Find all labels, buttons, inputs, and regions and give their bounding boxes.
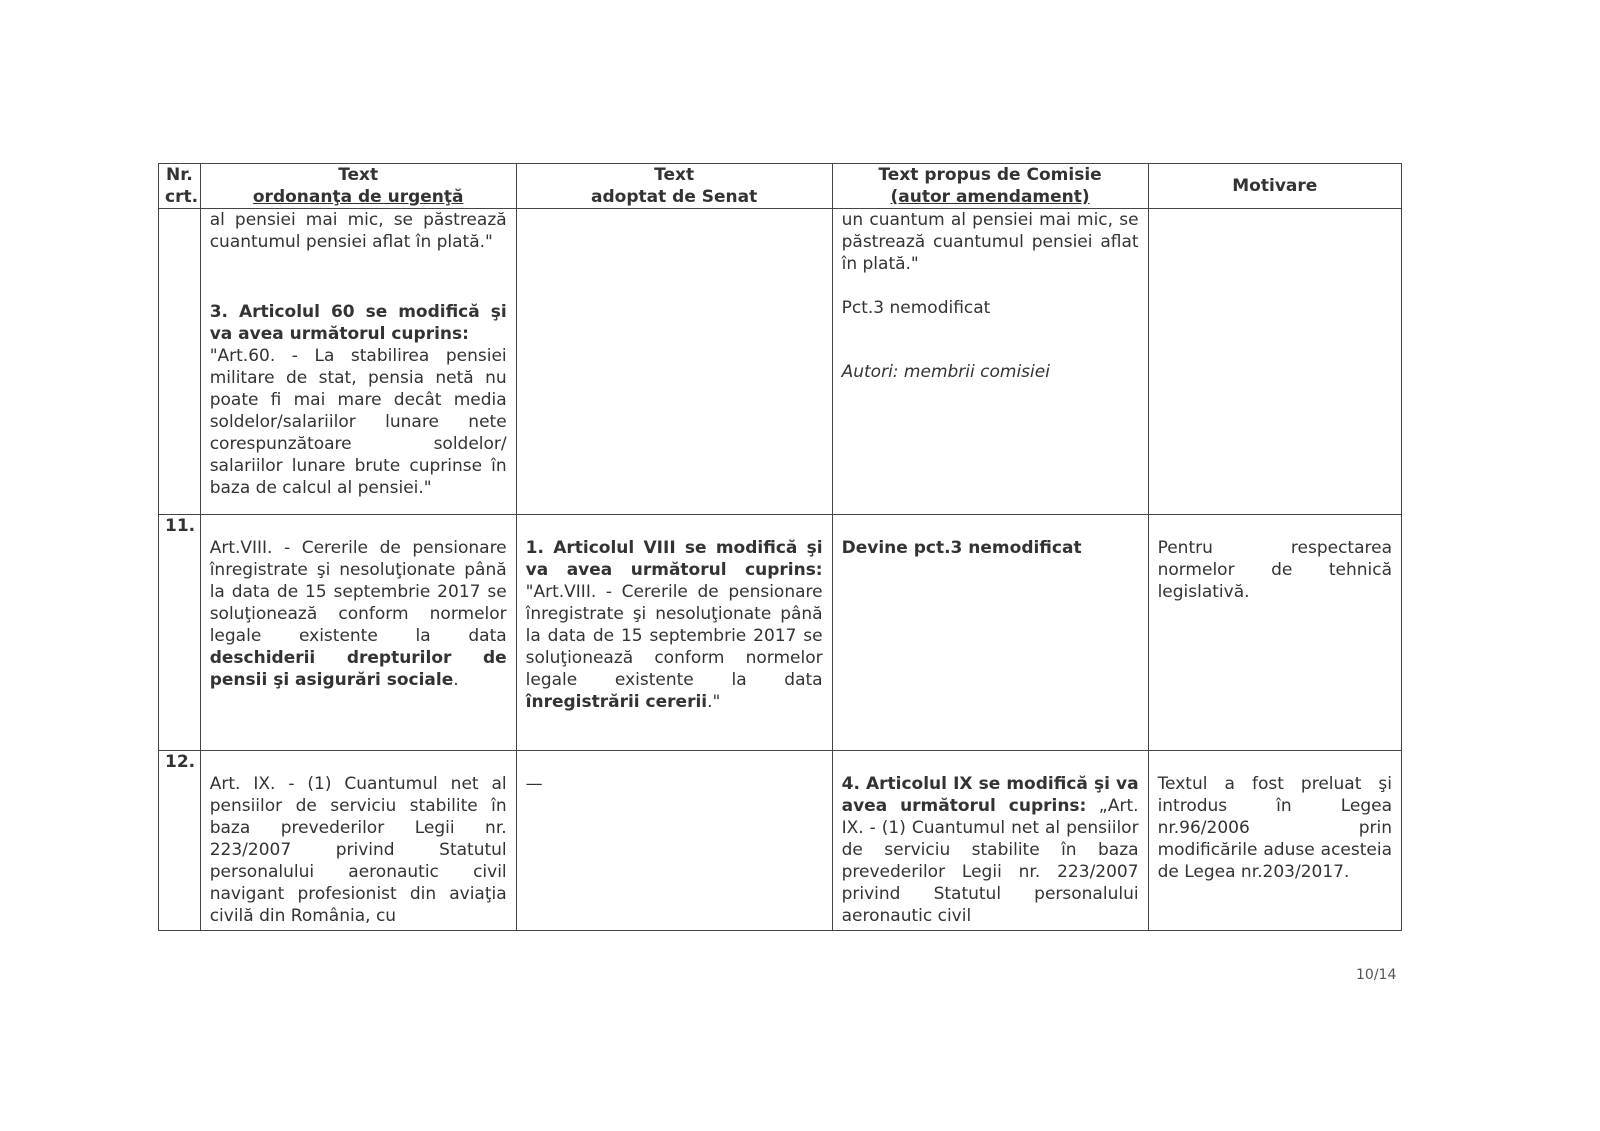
table-row-11	[159, 515, 1402, 751]
comisie-art9-heading: 4. Articolul IX se modifică şi va avea următorul cuprins:	[841, 774, 1139, 816]
cell-motivare-11	[1148, 515, 1401, 751]
header-nr: Nr. crt.	[159, 164, 201, 209]
table-row-continued	[159, 209, 1402, 515]
cell-senat-12	[516, 751, 832, 931]
oug-article60-heading: 3. Articolul 60 se modifică şi va avea următorul cuprins:	[209, 302, 507, 344]
comisie-pct3: Pct.3 nemodificat	[841, 298, 991, 318]
cell-senat-empty	[516, 209, 832, 515]
comisie-art9-text: „Art. IX. - (1) Cuantumul net al pensiilor de serviciu stabilite în baza prevederilor Legii nr. 223/2007 privind Statutul personalului aeronautic civil	[841, 796, 1139, 926]
row-number-12: 12.	[159, 751, 201, 931]
cell-motivare-empty	[1148, 209, 1401, 515]
cell-oug-continued	[200, 209, 516, 515]
senat-art8-heading: 1. Articolul VIII se modifică şi va avea următorul cuprins:	[525, 538, 823, 580]
cell-comisie-12	[832, 751, 1148, 931]
oug-art8-text: Art.VIII. - Cererile de pensionare înregistrate şi nesoluţionate până la data de 15 septembrie 2017 se soluţionează conform normelor legale existente la data	[209, 538, 507, 646]
oug-text-tail: al pensiei mai mic, se păstrează cuantumul pensiei aflat în plată."	[209, 210, 507, 252]
senat-art8-bold: înregistrării cererii	[525, 692, 708, 712]
comisie-text-tail: un cuantum al pensiei mai mic, se păstrează cuantumul pensiei aflat în plată."	[841, 210, 1139, 274]
comisie-authors: Autori: membrii comisiei	[841, 362, 1050, 382]
oug-art8-bold: deschiderii drepturilor de pensii şi asigurări sociale	[209, 648, 507, 690]
senat-dash: —	[525, 774, 543, 794]
senat-art8-end: ."	[707, 692, 721, 712]
cell-comisie-continued	[832, 209, 1148, 515]
row-number-11: 11.	[159, 515, 201, 751]
page-number: 10/14	[1356, 967, 1397, 983]
oug-art8-end: .	[453, 670, 459, 690]
header-comisie: Text propus de Comisie (autor amendament)	[832, 164, 1148, 209]
header-senat: Text adoptat de Senat	[516, 164, 832, 209]
cell-senat-11	[516, 515, 832, 751]
cell-nr-empty	[159, 209, 201, 515]
amendments-table	[158, 163, 1402, 931]
comisie-devine-pct3: Devine pct.3 nemodificat	[841, 538, 1082, 558]
motivare-11: Pentru respectarea normelor de tehnică legislativă.	[1157, 538, 1392, 602]
motivare-12: Textul a fost preluat şi introdus în Legea nr.96/2006 prin modificările aduse acesteia de Legea nr.203/2017.	[1157, 774, 1392, 882]
header-motivare: Motivare	[1148, 164, 1401, 209]
oug-article60-text: "Art.60. - La stabilirea pensiei militare de stat, pensia netă nu poate fi mai mare decât media soldelor/salariilor lunare nete corespunzătoare soldelor/ salariilor lunare brute cuprinse în baza de calcul al pensiei."	[209, 346, 507, 498]
oug-art9-text: Art. IX. - (1) Cuantumul net al pensiilor de serviciu stabilite în baza prevederilor Legii nr. 223/2007 privind Statutul personalului aeronautic civil navigant profesionist din aviaţia civilă din România, cu	[209, 774, 507, 926]
cell-oug-12	[200, 751, 516, 931]
cell-motivare-12	[1148, 751, 1401, 931]
cell-comisie-11	[832, 515, 1148, 751]
senat-art8-text: "Art.VIII. - Cererile de pensionare înregistrate şi nesoluţionate până la data de 15 septembrie 2017 se soluţionează conform normelor legale existente la data	[525, 582, 823, 690]
cell-oug-11	[200, 515, 516, 751]
header-oug: Text ordonanţa de urgenţă	[200, 164, 516, 209]
table-header-row	[159, 164, 1402, 209]
table-row-12	[159, 751, 1402, 931]
